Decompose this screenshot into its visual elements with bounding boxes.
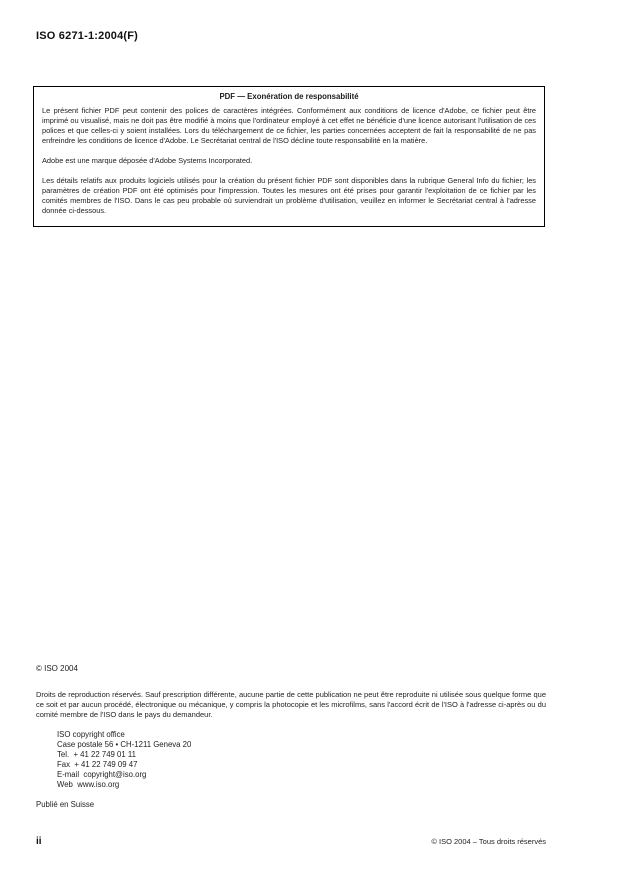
disclaimer-paragraph-1: Le présent fichier PDF peut contenir des polices de caractères intégrées. Conformément aux conditions de licence d'Adobe, ce fichier peut être imprimé ou visualisé, mais ne doit pas être modifié à moins que l'ordinateur employé à cet effet ne bénéficie d'une licence autorisant l'utilisation de ces polices et que celles-ci y soient installées. Lors du téléchargement de ce fichier, les parties concernées acceptent de fait la responsabilité de ne pas enfreindre les conditions de licence d'Adobe. Le Secrétariat central de l'ISO décline toute responsabilité en la matière. <box>42 106 536 145</box>
copyright-notice: © ISO 2004 <box>36 664 78 673</box>
page-number: ii <box>36 836 42 847</box>
iso-address-block <box>57 730 191 790</box>
footer-copyright: © ISO 2004 – Tous droits réservés <box>431 837 546 846</box>
disclaimer-paragraph-2: Adobe est une marque déposée d'Adobe Systems Incorporated. <box>42 156 253 165</box>
rights-statement: Droits de reproduction réservés. Sauf prescription différente, aucune partie de cette publication ne peut être reproduite ni utilisée sous quelque forme que ce soit et par aucun procédé, électronique ou mécanique, y compris la photocopie et les microfilms, sans l'accord écrit de l'ISO à l'adresse ci-après ou du comité membre de l'ISO dans le pays du demandeur. <box>36 690 546 719</box>
published-in-statement: Publié en Suisse <box>36 800 95 809</box>
address-office: ISO copyright office <box>57 730 125 739</box>
disclaimer-title: PDF — Exonération de responsabilité <box>219 92 359 101</box>
pdf-disclaimer-box <box>33 86 545 227</box>
document-reference: ISO 6271-1:2004(F) <box>36 30 139 42</box>
disclaimer-paragraph-3: Les détails relatifs aux produits logiciels utilisés pour la création du présent fichier PDF sont disponibles dans la rubrique General Info du fichier; les paramètres de création PDF ont été optimisés pour l'impression. Toutes les mesures ont été prises pour garantir l'exploitation de ce fichier par les comités membres de l'ISO. Dans le cas peu probable où surviendrait un problème d'utilisation, veuillez en informer le Secrétariat central à l'adresse donnée ci-dessous. <box>42 176 536 215</box>
address-web: Web www.iso.org <box>57 780 120 789</box>
address-tel: Tel. + 41 22 749 01 11 <box>57 750 136 759</box>
address-email: E-mail copyright@iso.org <box>57 770 147 779</box>
address-postal: Case postale 56 • CH-1211 Geneva 20 <box>57 740 192 749</box>
page-footer <box>36 836 546 847</box>
address-fax: Fax + 41 22 749 09 47 <box>57 760 138 769</box>
